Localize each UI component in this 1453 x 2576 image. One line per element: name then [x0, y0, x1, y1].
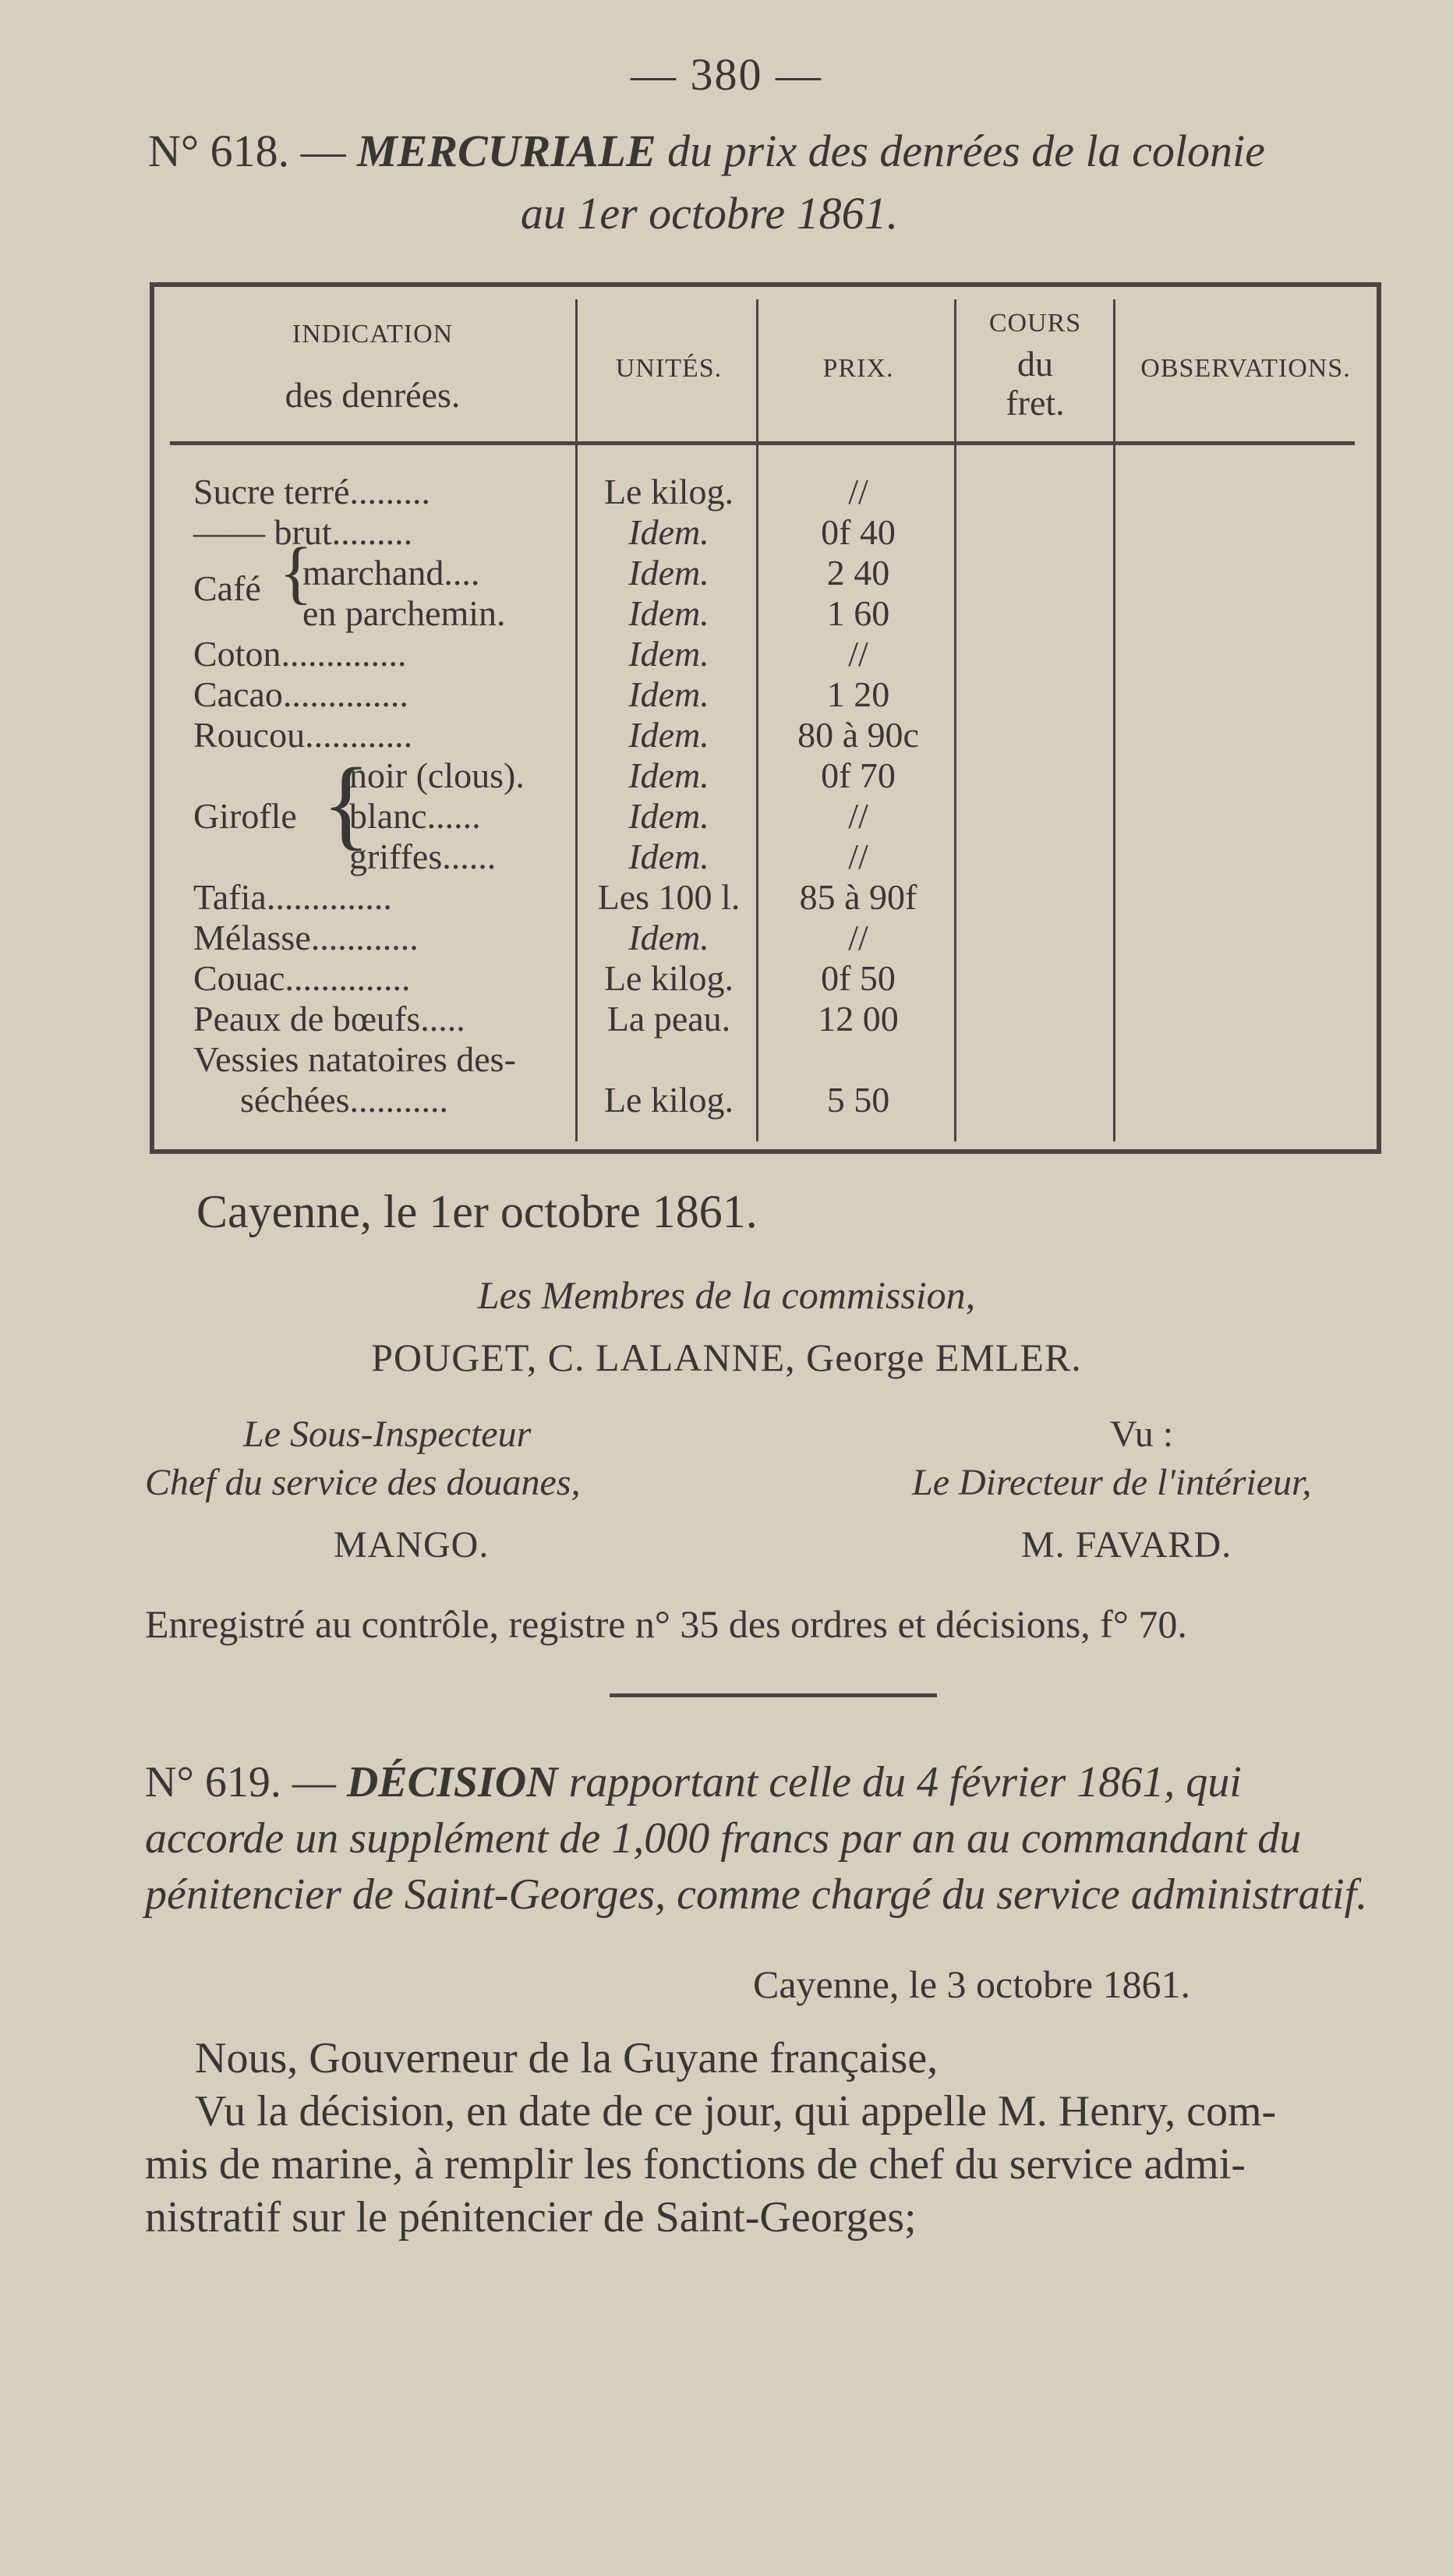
table-row: blanc...... Idem. //	[349, 796, 868, 836]
title-line1: du prix des denrées de la colonie	[667, 126, 1265, 176]
header-units: UNITÉS.	[615, 354, 723, 383]
header-observations: OBSERVATIONS.	[1140, 354, 1351, 383]
header-freight-bottom: fret.	[1006, 383, 1065, 423]
group-label-cafe: Café	[193, 568, 261, 608]
right-signatory-name: M. FAVARD.	[1021, 1524, 1232, 1566]
decision-paragraph-2-line1: Vu la décision, en date de ce jour, qui appelle M. Henry, com-	[195, 2087, 1277, 2135]
table-row: Tafia.............. Les 100 l. 85 à 90f	[193, 877, 917, 917]
title-number: N° 618. —	[148, 126, 346, 176]
decision-paragraph-2-line2: mis de marine, à remplir les fonctions de chef du service admi-	[145, 2140, 1246, 2189]
table-row: Cacao.............. Idem. 1 20	[193, 674, 890, 714]
table-row: griffes...... Idem. //	[349, 837, 868, 876]
members-label: Les Membres de la commission,	[477, 1273, 976, 1317]
table-row: Vessies natatoires des-	[193, 1039, 516, 1079]
table-row: Sucre terré......... Le kilog. //	[193, 472, 868, 511]
header-freight-mid: du	[1017, 344, 1053, 384]
page-number: — 380 —	[631, 49, 822, 100]
table-row: Roucou............ Idem. 80 à 90c	[193, 715, 919, 755]
table-row: Coton.............. Idem. //	[193, 634, 868, 674]
table-row: —— brut......... Idem. 0f 40	[193, 512, 896, 552]
left-signatory-role: Chef du service des douanes,	[145, 1462, 581, 1503]
header-price: PRIX.	[822, 354, 894, 383]
left-signatory-title: Le Sous-Inspecteur	[243, 1414, 532, 1455]
table-row: Mélasse............ Idem. //	[193, 918, 868, 957]
title-heading: MERCURIALE	[357, 126, 656, 176]
table-row: en parchemin. Idem. 1 60	[302, 593, 890, 633]
members-names: POUGET, C. LALANNE, George EMLER.	[371, 1336, 1082, 1379]
decision-paragraph-1: Nous, Gouverneur de la Guyane française,	[195, 2034, 939, 2082]
table-row: marchand.... Idem. 2 40	[302, 553, 890, 593]
header-freight-top: COURS	[988, 309, 1082, 338]
decision-date: Cayenne, le 3 octobre 1861.	[753, 1962, 1190, 2006]
decision-title: N° 619. — DÉCISION rapportant celle du 4 février 1861, qui accorde un supplément de 1,000 francs par an au commandant du pénitencier de Saint-Georges, comme chargé du service administratif.	[145, 1758, 1368, 1919]
document-title-line2: au 1er octobre 1861.	[520, 188, 899, 239]
right-signatory-role: Le Directeur de l'intérieur,	[912, 1462, 1312, 1503]
table-row: séchées........... Le kilog. 5 50	[240, 1080, 890, 1120]
section-divider	[610, 1693, 937, 1697]
price-table: INDICATION des denrées. UNITÉS. PRIX. COURS du fret. OBSERVATIONS. Sucre terré......... Le kilog. // —— brut......... Idem. 0f 40 Café { marchand.... Idem. 2 40 en parchemin. Idem. 1 60 Coton.............. Idem. // Cacao.............. Idem. 1 20 Roucou............ Idem. 80 à 90c Girofle { noir (clous). Idem. 0f 70 blanc...... Idem. // griffes...... Idem. // Tafia.............. Les 100 l. 85 à 90f Mélasse............ Idem. // Couac.............. Le kilog. 0f 50 Peaux de bœufs..... La peau. 12 00 Vessies natatoires des- séchées........... Le kilog. 5 50	[150, 282, 1381, 1154]
group-label-girofle: Girofle	[193, 796, 297, 836]
registration-note: Enregistré au contrôle, registre n° 35 des ordres et décisions, f° 70.	[145, 1602, 1187, 1646]
table-row: Peaux de bœufs..... La peau. 12 00	[193, 999, 899, 1039]
header-indication: INDICATION	[292, 320, 454, 349]
left-signatory-name: MANGO.	[334, 1524, 490, 1566]
right-signatory-title: Vu :	[1110, 1414, 1174, 1455]
dateline: Cayenne, le 1er octobre 1861.	[196, 1186, 758, 1237]
decision-paragraph-2-line3: nistratif sur le pénitencier de Saint-Georges;	[145, 2193, 917, 2242]
document-title	[148, 125, 1434, 177]
table-row: noir (clous). Idem. 0f 70	[349, 755, 896, 795]
header-indication-sub: des denrées.	[285, 375, 461, 415]
table-row: Couac.............. Le kilog. 0f 50	[193, 958, 896, 998]
